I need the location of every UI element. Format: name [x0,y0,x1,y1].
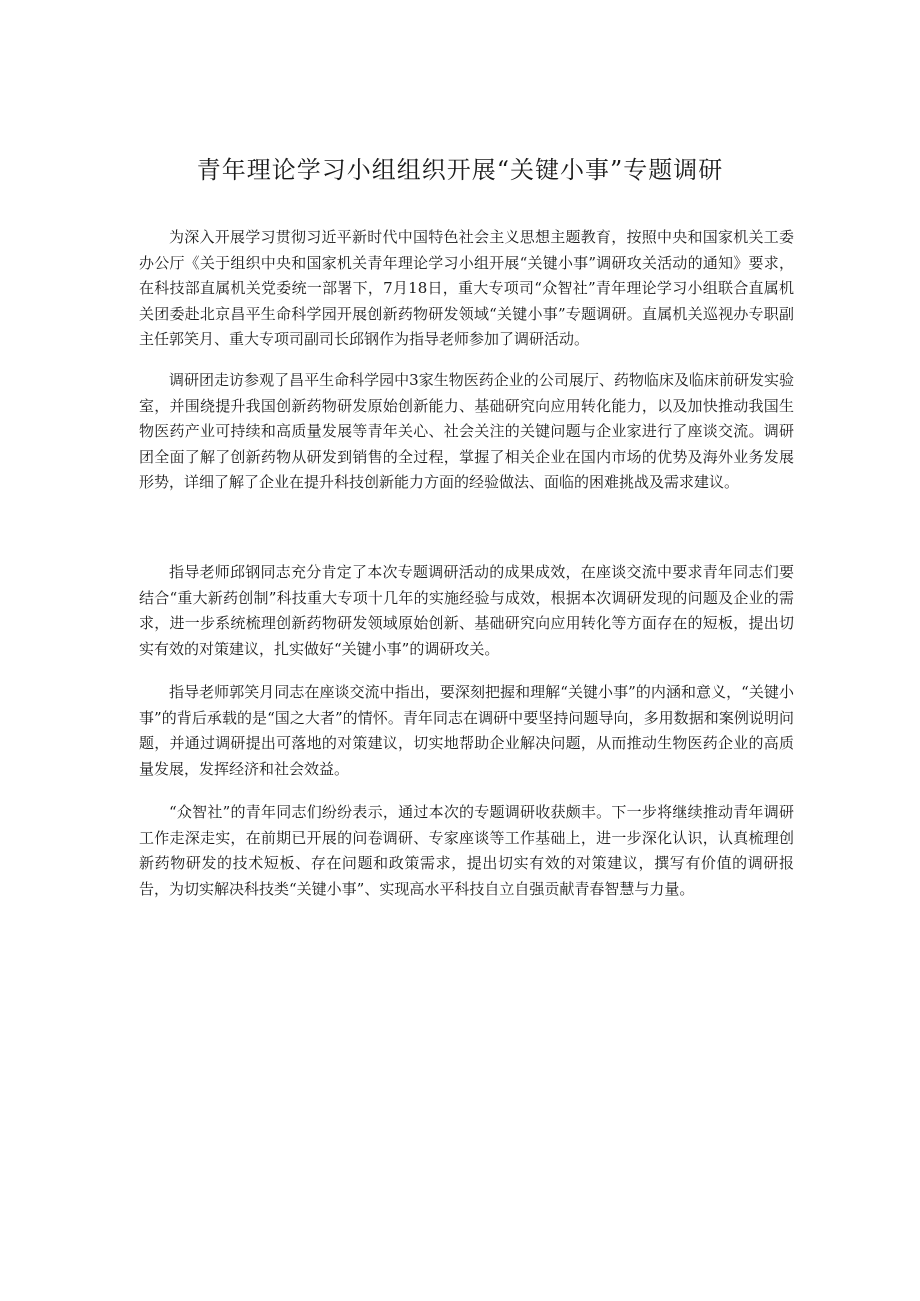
paragraph-4: 指导老师郭笑月同志在座谈交流中指出，要深刻把握和理解“关键小事”的内涵和意义，“关键小事”的背后承载的是“国之大者”的情怀。青年同志在调研中要坚持问题导向，多用数据和案例说明问题，并通过调研提出可落地的对策建议，切实地帮助企业解决问题，从而推动生物医药企业的高质量发展，发挥经济和社会效益。 [139,683,794,778]
paragraph-2: 调研团走访参观了昌平生命科学园中3家生物医药企业的公司展厅、药物临床及临床前研发实验室，并围绕提升我国创新药物研发原始创新能力、基础研究向应用转化能力，以及加快推动我国生物医药产业可持续和高质量发展等青年关心、社会关注的关键问题与企业家进行了座谈交流。调研团全面了解了创新药物从研发到销售的全过程，掌握了相关企业在国内市场的优势及海外业务发展形势，详细了解了企业在提升科技创新能力方面的经验做法、面临的困难挑战及需求建议。 [139,371,794,492]
document-title: 青年理论学习小组组织开展“关键小事”专题调研 [196,156,724,184]
paragraph-5: “众智社”的青年同志们纷纷表示，通过本次的专题调研收获颇丰。下一步将继续推动青年调研工作走深走实，在前期已开展的问卷调研、专家座谈等工作基础上，进一步深化认识，认真梳理创新药物研发的技术短板、存在问题和政策需求，提出切实有效的对策建议，撰写有价值的调研报告，为切实解决科技类“关键小事”、实现高水平科技自立自强贡献青春智慧与力量。 [139,803,794,898]
paragraph-1: 为深入开展学习贯彻习近平新时代中国特色社会主义思想主题教育，按照中央和国家机关工委办公厅《关于组织中央和国家机关青年理论学习小组开展“关键小事”调研攻关活动的通知》要求，在科技部直属机关党委统一部署下，7月18日，重大专项司“众智社”青年理论学习小组联合直属机关团委赴北京昌平生命科学园开展创新药物研发领域“关键小事”专题调研。直属机关巡视办专职副主任郭笑月、重大专项司副司长邱钢作为指导老师参加了调研活动。 [139,228,794,349]
paragraph-3: 指导老师邱钢同志充分肯定了本次专题调研活动的成果成效，在座谈交流中要求青年同志们要结合“重大新药创制”科技重大专项十几年的实施经验与成效，根据本次调研发现的问题及企业的需求，进一步系统梳理创新药物研发领域原始创新、基础研究向应用转化等方面存在的短板，提出切实有效的对策建议，扎实做好“关键小事”的调研攻关。 [139,563,794,658]
